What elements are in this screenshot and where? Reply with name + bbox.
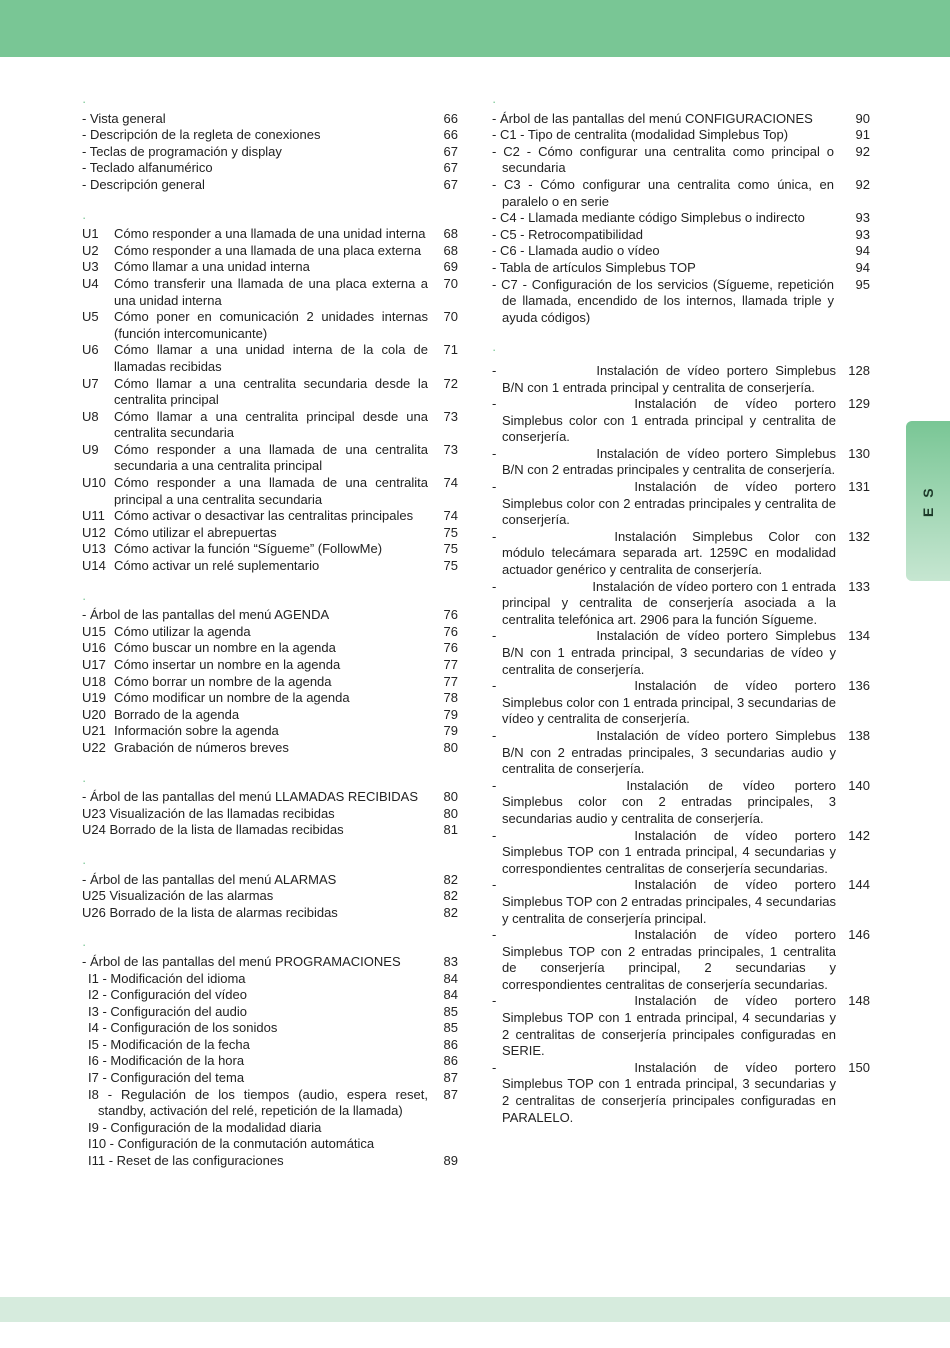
toc-entry-page: 86 — [443, 1053, 458, 1069]
toc-entry-page: 75 — [443, 524, 458, 540]
toc-entry-title — [492, 529, 846, 579]
toc-entry-page: 74 — [443, 475, 458, 491]
toc-entry-title: - Vista general — [82, 110, 166, 126]
toc-entry-page: 79 — [443, 723, 458, 739]
toc-entry-text: Instalación de vídeo portero con 1 entrada principal y centralita de conserjería asociada a la centralita telefónica art. 2906 para la función Sígueme. — [502, 578, 836, 627]
toc-entry-title: - C6 - Llamada audio o vídeo — [492, 243, 660, 259]
toc-entry-title: I6 - Modificación de la hora — [88, 1053, 245, 1069]
toc-entry-page: 85 — [443, 1003, 458, 1019]
toc-entry-page: 92 — [855, 143, 870, 159]
toc-entry-text: Instalación de vídeo portero Simplebus TOP con 2 entradas principales, 1 centralita de conserjería principal, 2 secundarias y correspondientes centralitas de conserjería secundarias. — [502, 927, 836, 992]
toc-entry-page: 77 — [443, 673, 458, 689]
toc-entry-title: I1 - Modificación del idioma — [88, 970, 246, 986]
toc-entry-title: U25 Visualización de las alarmas — [82, 888, 274, 904]
toc-entry-page: 80 — [443, 789, 458, 805]
toc-entry-page: 148 — [848, 993, 870, 1009]
entry-dash: - — [492, 727, 497, 743]
toc-entry-page: 75 — [443, 558, 458, 574]
section-marker: · — [492, 94, 497, 109]
toc-entry-page: 84 — [443, 987, 458, 1003]
toc-entry-title: - C2 - Cómo configurar una centralita como principal o secundaria — [492, 143, 834, 176]
toc-entry — [82, 707, 458, 724]
toc-entry — [492, 529, 870, 579]
toc-entry — [82, 640, 458, 657]
toc-entry-page: 76 — [443, 623, 458, 639]
toc-entry — [492, 1060, 870, 1126]
toc-entry-title: Cómo responder a una llamada de una placa externa — [114, 242, 422, 258]
toc-entry — [492, 778, 870, 828]
toc-entry-title: Cómo llamar a una unidad interna de la cola de llamadas recibidas — [114, 342, 428, 374]
entry-dash: - — [492, 1059, 497, 1075]
toc-entry-page: 80 — [443, 739, 458, 755]
entry-dash: - — [492, 827, 497, 843]
toc-entry — [82, 226, 458, 243]
toc-entry-code: U11 — [82, 508, 105, 524]
entry-dash: - — [492, 479, 497, 495]
entry-dash: - — [492, 678, 497, 694]
toc-entry-title — [492, 628, 846, 678]
toc-entry-page: 67 — [443, 143, 458, 159]
toc-entry — [82, 111, 458, 128]
toc-entry-page: 84 — [443, 970, 458, 986]
toc-entry-page: 66 — [443, 127, 458, 143]
toc-entry — [82, 409, 458, 442]
toc-entry-page: 68 — [443, 242, 458, 258]
toc-entry — [82, 525, 458, 542]
toc-entry-text: Instalación Simplebus Color con módulo telecámara separada art. 1259C en modalidad actuador genérico y centralita de conserjería. — [502, 528, 836, 578]
toc-entry-code: U6 — [82, 342, 99, 358]
toc-entry-title — [492, 993, 846, 1059]
toc-entry — [82, 674, 458, 691]
toc-entry — [82, 806, 458, 823]
toc-entry — [82, 740, 458, 757]
toc-entry — [492, 210, 870, 227]
toc-entry — [492, 446, 870, 479]
toc-entry-code: U19 — [82, 690, 106, 706]
toc-entry — [492, 678, 870, 728]
toc-entry-title: Cómo modificar un nombre de la agenda — [114, 690, 350, 706]
toc-entry-code: U16 — [82, 640, 106, 656]
toc-entry-page: 71 — [443, 342, 458, 358]
toc-entry — [82, 1070, 458, 1087]
toc-entry-code: U20 — [82, 706, 106, 722]
toc-entry-title — [492, 1060, 846, 1126]
toc-section-usage — [82, 210, 458, 575]
toc-entry-title — [492, 927, 846, 993]
entry-dash: - — [492, 993, 497, 1009]
toc-entry — [82, 607, 458, 624]
toc-entry — [82, 160, 458, 177]
toc-entry — [492, 127, 870, 144]
toc-entry — [82, 822, 458, 839]
toc-entry-page: 130 — [848, 445, 870, 461]
toc-entry-text: Instalación de vídeo portero Simplebus TOP con 2 entradas principales, 4 secundarias y centralita de conserjería principal. — [502, 877, 836, 926]
toc-entry-page: 69 — [443, 259, 458, 275]
section-marker: · — [82, 854, 87, 870]
toc-entry-code: U2 — [82, 242, 99, 258]
toc-entry-text: Instalación de vídeo portero Simplebus color con 1 entrada principal, 3 secundarias de vídeo y centralita de conserjería. — [502, 678, 836, 727]
toc-entry-code: U9 — [82, 441, 99, 457]
toc-entry — [82, 127, 458, 144]
toc-entry — [492, 396, 870, 446]
toc-entry-title: - Árbol de las pantallas del menú AGENDA — [82, 607, 330, 623]
toc-entry — [82, 888, 458, 905]
toc-entry — [492, 728, 870, 778]
toc-entry — [82, 905, 458, 922]
toc-entry-page: 94 — [855, 243, 870, 259]
toc-entry-page: 128 — [848, 362, 870, 378]
toc-entry-text: Instalación de vídeo portero Simplebus TOP con 1 entrada principal, 3 secundarias y 2 centralitas de conserjería principales configuradas en PARALELO. — [502, 1059, 836, 1125]
toc-entry-title: Cómo borrar un nombre de la agenda — [114, 673, 332, 689]
section-marker: · — [82, 94, 87, 109]
toc-entry-title: Cómo responder a una llamada de una unidad interna — [114, 226, 426, 242]
toc-entry-page: 79 — [443, 706, 458, 722]
section-marker: · — [82, 590, 87, 606]
toc-entry-page: 142 — [848, 827, 870, 843]
toc-entry-title — [492, 396, 846, 446]
toc-entry-title: - C5 - Retrocompatibilidad — [492, 226, 644, 242]
toc-entry — [82, 475, 458, 508]
toc-entry — [492, 177, 870, 210]
entry-dash: - — [492, 877, 497, 893]
toc-entry — [82, 1120, 458, 1137]
toc-entry-page: 67 — [443, 176, 458, 192]
toc-entry — [82, 723, 458, 740]
toc-entry-title — [492, 678, 846, 728]
toc-entry-page: 146 — [848, 927, 870, 943]
toc-entry — [82, 1004, 458, 1021]
toc-entry-page: 92 — [855, 176, 870, 192]
section-marker: · — [82, 209, 87, 225]
toc-entry — [492, 144, 870, 177]
toc-entry-code: U4 — [82, 275, 99, 291]
toc-entry-code: U21 — [82, 723, 106, 739]
toc-entry — [492, 260, 870, 277]
toc-entry-text: Instalación de vídeo portero Simplebus B/N con 2 entradas principales, 3 secundarias audio y centralita de conserjería. — [502, 727, 836, 777]
toc-entry-text: Instalación de vídeo portero Simplebus TOP con 1 entrada principal, 4 secundarias y correspondientes centralitas de conserjería secundarias. — [502, 827, 836, 876]
toc-section-general — [82, 94, 458, 194]
toc-entry-page: 89 — [443, 1153, 458, 1169]
toc-entry-code: U3 — [82, 259, 99, 275]
toc-entry — [82, 987, 458, 1004]
toc-entry-page: 70 — [443, 309, 458, 325]
toc-entry-title: U24 Borrado de la lista de llamadas recibidas — [82, 822, 344, 838]
toc-entry-title — [492, 828, 846, 878]
toc-entry-title: - Descripción de la regleta de conexiones — [82, 127, 321, 143]
toc-entry-title: I7 - Configuración del tema — [88, 1070, 245, 1086]
toc-entry-page: 82 — [443, 871, 458, 887]
toc-entry — [82, 177, 458, 194]
toc-entry-title: - Teclado alfanumérico — [82, 160, 213, 176]
toc-entry-title: Cómo activar o desactivar las centralitas principales — [114, 508, 414, 524]
toc-entry — [82, 1053, 458, 1070]
toc-section-configuration — [492, 94, 870, 326]
toc-entry-page: 83 — [443, 953, 458, 969]
toc-entry-title: Borrado de la agenda — [114, 706, 240, 722]
toc-entry-page: 129 — [848, 396, 870, 412]
toc-left-column — [82, 94, 458, 1186]
toc-entry-title: I9 - Configuración de la modalidad diaria — [88, 1119, 322, 1135]
toc-entry — [82, 342, 458, 375]
toc-entry-page: 74 — [443, 508, 458, 524]
toc-entry-page: 76 — [443, 640, 458, 656]
toc-entry-title: I3 - Configuración del audio — [88, 1003, 247, 1019]
toc-entry-code: U10 — [82, 475, 106, 491]
toc-entry-code: U7 — [82, 375, 99, 391]
toc-entry — [492, 363, 870, 396]
entry-dash: - — [492, 578, 497, 594]
toc-entry-code: U8 — [82, 408, 99, 424]
entry-dash: - — [492, 396, 497, 412]
toc-entry-page: 76 — [443, 607, 458, 623]
toc-entry-title: Cómo responder a una llamada de una centralita principal a una centralita secundaria — [114, 475, 428, 507]
toc-entry-title: - C4 - Llamada mediante código Simplebus o indirecto — [492, 210, 805, 226]
toc-entry-page: 144 — [848, 877, 870, 893]
toc-entry-page: 87 — [443, 1070, 458, 1086]
toc-section-installations — [492, 342, 870, 1126]
toc-entry-title: Cómo activar la función “Sígueme” (FollowMe) — [114, 541, 383, 557]
toc-entry-page: 91 — [855, 127, 870, 143]
toc-entry — [82, 541, 458, 558]
toc-entry-title: Cómo llamar a una unidad interna — [114, 259, 310, 275]
toc-entry — [82, 144, 458, 161]
toc-entry-page: 150 — [848, 1059, 870, 1075]
toc-entry-title: - Descripción general — [82, 176, 205, 192]
toc-entry-title: Cómo transferir una llamada de una placa externa a una unidad interna — [114, 275, 428, 308]
toc-entry — [492, 479, 870, 529]
toc-entry-page: 86 — [443, 1036, 458, 1052]
toc-entry-title: - Árbol de las pantallas del menú LLAMADAS RECIBIDAS — [82, 789, 418, 805]
toc-entry-page: 77 — [443, 657, 458, 672]
toc-entry-page: 90 — [855, 110, 870, 126]
toc-section-settings — [82, 937, 458, 1169]
toc-entry-title — [492, 778, 846, 828]
toc-entry-text: Instalación de vídeo portero Simplebus B/N con 1 entrada principal, 3 secundarias de vídeo y centralita de conserjería. — [502, 628, 836, 677]
entry-dash: - — [492, 777, 497, 793]
toc-section-calls — [82, 773, 458, 839]
toc-entry — [82, 558, 458, 575]
toc-entry-page: 131 — [848, 479, 870, 495]
toc-entry-page: 67 — [443, 160, 458, 176]
toc-entry-page: 72 — [443, 375, 458, 391]
toc-entry-page: 70 — [443, 275, 458, 291]
toc-entry-text: Instalación de vídeo portero Simplebus color con 1 entrada principal y centralita de conserjería. — [502, 396, 836, 445]
toc-entry-text: Instalación de vídeo portero Simplebus TOP con 1 entrada principal, 4 secundarias y 2 centralitas de conserjería principales configuradas en SERIE. — [502, 993, 836, 1059]
toc-entry-title: Cómo insertar un nombre en la agenda — [114, 657, 341, 672]
toc-entry — [492, 993, 870, 1059]
toc-entry — [492, 828, 870, 878]
toc-entry — [82, 276, 458, 309]
toc-entry-title: I10 - Configuración de la conmutación automática — [88, 1136, 375, 1152]
toc-entry-title: - Tabla de artículos Simplebus TOP — [492, 259, 696, 275]
toc-entry-title: Cómo responder a una llamada de una centralita secundaria a una centralita principal — [114, 441, 428, 474]
toc-entry-title: - Árbol de las pantallas del menú CONFIGURACIONES — [492, 110, 813, 126]
entry-dash: - — [492, 628, 497, 644]
toc-section-agenda — [82, 591, 458, 757]
toc-section-alarms — [82, 855, 458, 921]
toc-entry-page: 95 — [855, 276, 870, 292]
toc-entry-page: 66 — [443, 110, 458, 126]
toc-entry-page: 73 — [443, 408, 458, 424]
toc-entry — [82, 1153, 458, 1170]
toc-entry — [82, 657, 458, 674]
toc-entry-title: - Teclas de programación y display — [82, 143, 282, 159]
toc-entry-page: 93 — [855, 210, 870, 226]
toc-entry — [82, 442, 458, 475]
toc-entry-title: I5 - Modificación de la fecha — [88, 1036, 250, 1052]
toc-entry-text: Instalación de vídeo portero Simplebus B/N con 1 entrada principal y centralita de conserjería. — [502, 362, 836, 395]
toc-entry — [82, 508, 458, 525]
toc-entry-page: 80 — [443, 805, 458, 821]
toc-entry-title: U26 Borrado de la lista de alarmas recibidas — [82, 904, 338, 920]
toc-entry-title: Cómo llamar a una centralita principal desde una centralita secundaria — [114, 408, 428, 441]
toc-entry — [492, 579, 870, 629]
toc-entry-title: I11 - Reset de las configuraciones — [88, 1153, 284, 1169]
toc-entry — [492, 111, 870, 128]
toc-entry-page: 134 — [848, 628, 870, 644]
toc-entry — [492, 927, 870, 993]
toc-entry-code: U14 — [82, 558, 106, 574]
section-marker: · — [82, 937, 87, 953]
toc-entry-page: 75 — [443, 541, 458, 557]
toc-entry — [492, 628, 870, 678]
toc-entry-page: 138 — [848, 727, 870, 743]
toc-entry-page: 132 — [848, 528, 870, 544]
toc-entry — [82, 1037, 458, 1054]
toc-entry-title — [492, 363, 846, 396]
toc-entry — [492, 227, 870, 244]
toc-entry — [82, 309, 458, 342]
toc-entry — [82, 624, 458, 641]
toc-entry — [82, 971, 458, 988]
toc-entry — [82, 1136, 458, 1153]
toc-entry-title — [492, 877, 846, 927]
toc-entry-page: 82 — [443, 888, 458, 904]
toc-entry — [82, 872, 458, 889]
toc-entry-page: 94 — [855, 259, 870, 275]
toc-entry-page: 133 — [848, 578, 870, 594]
entry-dash: - — [492, 445, 497, 461]
toc-entry-title: Cómo utilizar el abrepuertas — [114, 524, 277, 540]
toc-entry-code: U12 — [82, 524, 106, 540]
toc-entry-page: 81 — [443, 822, 458, 838]
toc-entry-code: U22 — [82, 739, 106, 755]
entry-dash: - — [492, 528, 497, 544]
section-marker: · — [82, 772, 87, 788]
toc-entry — [82, 259, 458, 276]
toc-entry-code: U15 — [82, 623, 106, 639]
toc-entry — [82, 690, 458, 707]
language-tab-label: E S — [920, 485, 936, 517]
toc-entry-page: 136 — [848, 678, 870, 694]
toc-entry-code: U13 — [82, 541, 106, 557]
toc-entry-text: Instalación de vídeo portero Simplebus B/N con 2 entradas principales y centralita de conserjería. — [502, 445, 836, 478]
toc-entry-text: Instalación de vídeo portero Simplebus color con 2 entradas principales, 3 secundarias audio y centralita de conserjería. — [502, 777, 836, 826]
toc-entry — [492, 877, 870, 927]
toc-entry — [82, 1087, 458, 1120]
toc-entry-title: Cómo buscar un nombre en la agenda — [114, 640, 336, 656]
toc-entry-title: - C3 - Cómo configurar una centralita como única, en paralelo o en serie — [492, 176, 834, 209]
section-marker: · — [492, 342, 497, 358]
toc-entry-page: 78 — [443, 690, 458, 706]
entry-dash: - — [492, 927, 497, 943]
toc-entry — [82, 1020, 458, 1037]
toc-entry — [82, 954, 458, 971]
toc-entry-title: Grabación de números breves — [114, 739, 289, 755]
toc-entry — [82, 789, 458, 806]
toc-entry-page: 140 — [848, 777, 870, 793]
toc-entry-title: I8 - Regulación de los tiempos (audio, espera reset, standby, activación del relé, repetición de la llamada) — [88, 1086, 428, 1119]
toc-entry-code: U17 — [82, 657, 106, 672]
toc-right-column — [492, 94, 870, 1142]
toc-entry-title — [492, 446, 846, 479]
language-tab — [906, 421, 950, 581]
header-bar — [0, 0, 950, 57]
toc-entry-page: 68 — [443, 226, 458, 242]
toc-entry-title: - C7 - Configuración de los servicios (Sígueme, repetición de llamada, encendido de los internos, llamada triple y ayuda códigos) — [492, 276, 834, 325]
toc-entry-title — [492, 479, 846, 529]
toc-entry-page: 93 — [855, 226, 870, 242]
toc-entry-code: U1 — [82, 226, 99, 242]
toc-entry-title — [492, 728, 846, 778]
toc-entry — [82, 243, 458, 260]
toc-entry-page: 73 — [443, 441, 458, 457]
toc-entry-title: - C1 - Tipo de centralita (modalidad Simplebus Top) — [492, 127, 789, 143]
toc-entry-title: I4 - Configuración de los sonidos — [88, 1020, 278, 1036]
toc-entry — [492, 243, 870, 260]
toc-entry-page: 87 — [443, 1086, 458, 1102]
entry-dash: - — [492, 362, 497, 378]
toc-entry-page: 85 — [443, 1020, 458, 1036]
toc-entry-page: 82 — [443, 904, 458, 920]
toc-entry-title: Cómo llamar a una centralita secundaria desde la centralita principal — [114, 375, 428, 408]
footer-bar — [0, 1297, 950, 1322]
toc-entry-title: Cómo utilizar la agenda — [114, 623, 251, 639]
toc-entry-title: - Árbol de las pantallas del menú PROGRAMACIONES — [82, 953, 401, 969]
toc-entry-title: Cómo activar un relé suplementario — [114, 558, 320, 574]
toc-entry-code: U5 — [82, 309, 99, 325]
toc-entry-title: - Árbol de las pantallas del menú ALARMAS — [82, 871, 337, 887]
toc-entry-title: U23 Visualización de las llamadas recibidas — [82, 805, 335, 821]
toc-entry — [492, 277, 870, 327]
toc-entry-code: U18 — [82, 673, 106, 689]
toc-entry-title: I2 - Configuración del vídeo — [88, 987, 247, 1003]
toc-entry-title: Información sobre la agenda — [114, 723, 279, 739]
toc-entry-title — [492, 579, 846, 629]
toc-entry — [82, 376, 458, 409]
toc-entry-text: Instalación de vídeo portero Simplebus color con 2 entradas principales y centralita de conserjería. — [502, 479, 836, 528]
toc-entry-title: Cómo poner en comunicación 2 unidades internas (función intercomunicante) — [114, 309, 428, 341]
